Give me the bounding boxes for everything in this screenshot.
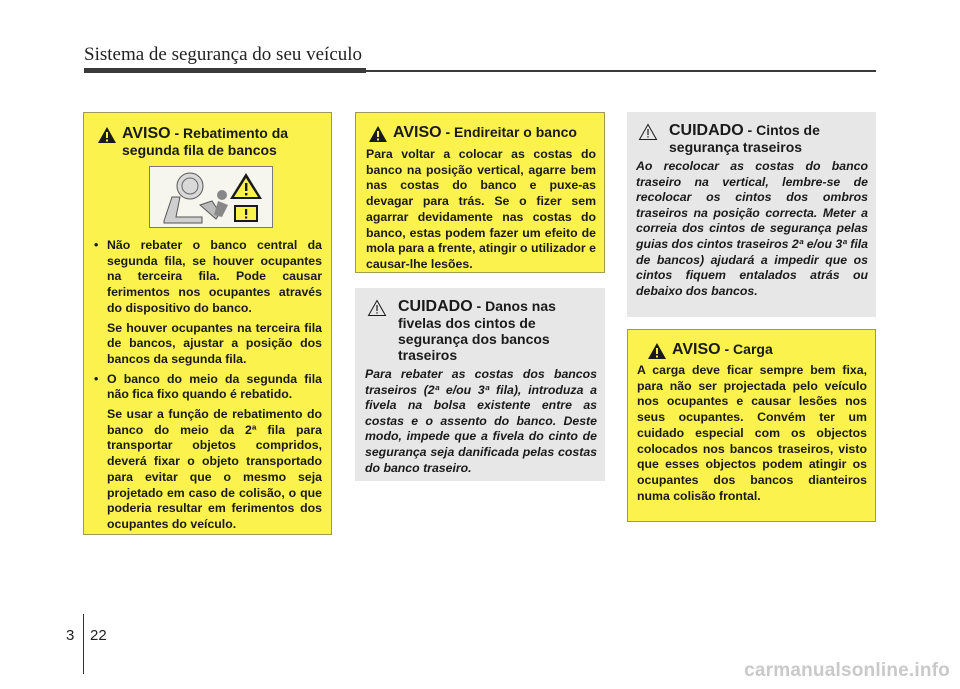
caution-buckles-title <box>392 298 597 363</box>
warning-cargo-box <box>627 329 876 522</box>
caution-label: CUIDADO <box>398 298 473 315</box>
caution-belts-title <box>663 122 868 155</box>
warning-label: AVISO <box>122 125 171 142</box>
warning-seat-upright-title <box>393 124 577 141</box>
caution-triangle-icon <box>638 123 658 141</box>
warning-triangle-icon <box>368 125 388 143</box>
warning-seat-fold-title <box>122 125 322 158</box>
warning-triangle-icon <box>647 342 667 360</box>
page-header-title: Sistema de segurança do seu veículo <box>84 44 363 65</box>
list-item: • Não rebater o banco central da segunda fila, se houver ocupantes na terceira fila. Pode causar ferimentos nos ocupantes através do dispositivo do banco. Se houver ocupantes na terceira fila de bancos, ajustar a posição dos bancos da segunda fila. <box>93 238 322 368</box>
caution-belts-text: Ao recolocar as costas do banco traseiro na vertical, lembre-se de recolocar os cintos dos ombros traseiros na posição correcta. Meter a correia dos cintos de segurança pelas guias dos cintos traseiros 2ª e/ou 3ª fila de bancos) ajudará a impedir que os cintos fiquem entalados atrás ou debaixo dos bancos. <box>636 159 868 298</box>
warning-seat-upright-box <box>355 112 605 273</box>
warning-cargo-text: A carga deve ficar sempre bem fixa, para não ser projectada pelo veículo nos ocupantes e causar lesões nos seus ocupantes. Convém ter um cuidado especial com os objectos colocados nos bancos traseiros, visto que esses objectos podem atingir os ocupantes dos bancos dianteiros numa colisão frontal. <box>637 363 867 503</box>
watermark: carmanualsonline.info <box>744 660 950 681</box>
caution-triangle-icon <box>367 299 387 317</box>
chapter-number: 3 <box>66 627 75 644</box>
page-number: 22 <box>90 627 107 644</box>
header-rule <box>84 68 366 73</box>
caution-subtitle: - Cintos de segurança traseiros <box>669 122 820 155</box>
warning-subtitle: - Rebatimento da segunda fila de bancos <box>122 125 289 158</box>
caution-buckles-box <box>355 288 605 481</box>
caution-buckles-text: Para rebater as costas dos bancos traseiros (2ª e/ou 3ª fila), introduza a fivela na bolsa existente entre as costas e o assento do banco. Deste modo, impede que a fivela do cinto de segurança seja danificada pelas costas do banco traseiro. <box>365 367 597 475</box>
warning-label: AVISO <box>393 124 442 141</box>
page-number-divider <box>83 614 84 674</box>
caution-label: CUIDADO <box>669 122 744 139</box>
warning-subtitle: - Carga <box>720 341 773 357</box>
warning-triangle-icon <box>97 126 117 144</box>
caution-belts-box <box>627 112 876 317</box>
warning-label: AVISO <box>672 341 721 358</box>
warning-subtitle: - Endireitar o banco <box>441 124 577 140</box>
header-rule-thin <box>366 70 876 72</box>
warning-seat-fold-list <box>93 238 322 533</box>
caution-subtitle: - Danos nas fivelas dos cintos de segurança dos bancos traseiros <box>398 298 556 363</box>
seat-pictogram-icon <box>149 166 273 228</box>
warning-seat-fold-box <box>83 112 332 535</box>
list-item: • O banco do meio da segunda fila não fica fixo quando é rebatido. Se usar a função de rebatimento do banco do meio da 2ª fila para transportar objetos compridos, deverá fixar o objeto transportado para evitar que o mesmo seja projetado em caso de colisão, o que poderia resultar em ferimentos dos ocupantes do veículo. <box>93 372 322 533</box>
warning-seat-upright-text: Para voltar a colocar as costas do banco na posição vertical, agarre bem nas costas do banco e puxe-as devagar para trás. Se o fizer sem agarrar devidamente nas costas do banco, estas podem fazer um efeito de mola para a frente, atingir o utilizador e causar-lhe lesões. <box>366 147 596 271</box>
warning-cargo-title <box>672 341 773 358</box>
